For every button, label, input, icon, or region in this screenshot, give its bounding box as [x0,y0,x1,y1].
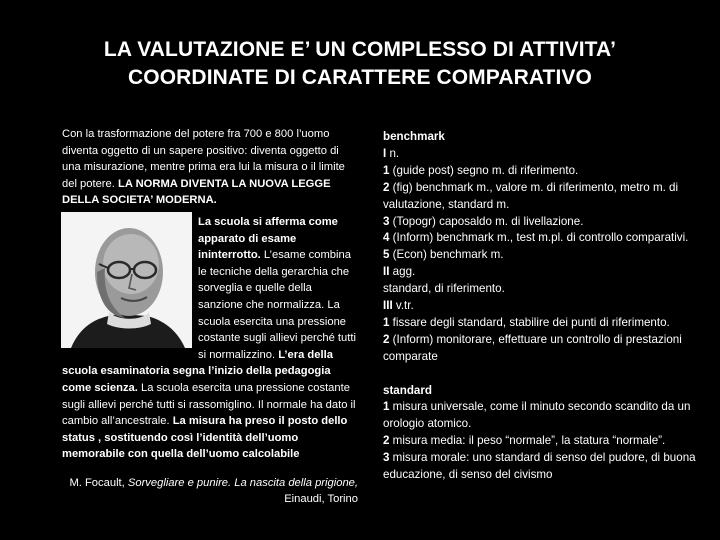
definition-text: (Topogr) caposaldo m. di livellazione. [389,214,584,228]
caption-publisher: Einaudi, Torino [284,493,358,506]
definition-line [383,163,703,180]
exam-text: La scuola esercita una pressione costante sugli allievi perché tutti si rassomiglino. Il normale ha dato il cambio all’ancestrale. [62,381,356,428]
foucault-portrait [61,212,192,348]
definition-text: misura media: il peso “normale”, la statura “normale”. [389,434,666,448]
definition-number: 2 [383,332,390,346]
definition-number: 1 [383,315,390,329]
definition-text: fissare degli standard, stabilire dei punti di riferimento. [389,315,670,329]
definition-text: (guide post) segno m. di riferimento. [389,163,579,177]
intro-text: Con la trasformazione del potere fra 700 e 800 l’uomo diventa oggetto di un sapere positivo: diventa oggetto di una misurazione, mentre prima era lui la misura o il limite del potere. [62,128,345,190]
definition-text: misura morale: uno standard di senso del pudore, di buona educazione, di senso del civismo [383,451,696,482]
definition-text: misura universale, come il minuto secondo scandito da un orologio atomico. [383,400,691,431]
definition-number: 2 [383,180,390,194]
definition-line [383,214,703,231]
foucault-quote-column [62,126,358,508]
definition-text: (fig) benchmark m., valore m. di riferimento, metro m. di valutazione, standard m. [383,180,679,211]
definition-number: 5 [383,248,390,262]
school-text: L’esame combina le tecniche della gerarchia che sorveglia e quelle della sanzione che normalizza. La scuola esercita una pressione costante sugli allievi perché tutti si normalizzino. [198,249,356,361]
definition-line [383,315,703,332]
definition-number: 4 [383,231,390,245]
title-line-2: COORDINATE DI CARATTERE COMPARATIVO [128,66,592,89]
definition-text: (Inform) benchmark m., test m.pl. di controllo comparativi. [389,231,689,245]
definition-text: v.tr. [392,299,414,313]
definition-line [383,450,703,484]
definition-line [383,180,703,214]
definition-line [383,298,703,315]
slide-title [20,36,700,92]
definition-line [383,146,703,163]
measure-emphasis: La misura ha preso il posto dello status , sostituendo così l’identità dell’uomo memorabile con quella dell’uomo calcolabile [62,415,348,461]
exam-emphasis: L’era della scuola esaminatoria segna l’inizio della pedagogia come scienza. [62,348,333,394]
definition-text: standard, di riferimento. [383,282,505,296]
source-caption [62,475,358,508]
definition-number: 3 [383,214,390,228]
benchmark-definitions [383,146,703,366]
definitions-column [383,129,703,484]
definition-line [383,264,703,281]
portrait-photo-icon [61,212,192,348]
definition-text: n. [386,146,400,160]
caption-author: M. Focault, [69,476,128,489]
definition-line [383,332,703,366]
definition-number: III [383,299,393,313]
caption-book-title: Sorvegliare e punire. La nascita della prigione, [127,476,358,489]
definition-line [383,230,703,247]
intro-paragraph [62,126,358,209]
intro-emphasis: LA NORMA DIVENTA LA NUOVA LEGGE DELLA SOCIETA’ MODERNA. [62,177,331,207]
standard-heading: standard [383,383,432,397]
title-line-1: LA VALUTAZIONE E’ UN COMPLESSO DI ATTIVITA’ [103,38,617,61]
definition-line [383,281,703,298]
school-emphasis: La scuola si afferma come apparato di esame ininterrotto. [198,215,338,262]
definition-text: agg. [389,265,416,279]
benchmark-heading: benchmark [383,130,445,143]
definition-number: I [383,146,387,160]
definition-number: II [383,265,390,279]
standard-definitions [383,399,703,484]
definition-number: 2 [383,434,390,448]
definition-number: 3 [383,451,390,465]
definition-text: (Econ) benchmark m. [389,248,504,262]
definition-text: (Inform) monitorare, effettuare un controllo di prestazioni comparate [383,332,682,363]
definition-line [383,247,703,264]
definition-line [383,433,703,450]
definition-number: 1 [383,400,390,414]
definition-line [383,399,703,433]
definition-number: 1 [383,163,390,177]
